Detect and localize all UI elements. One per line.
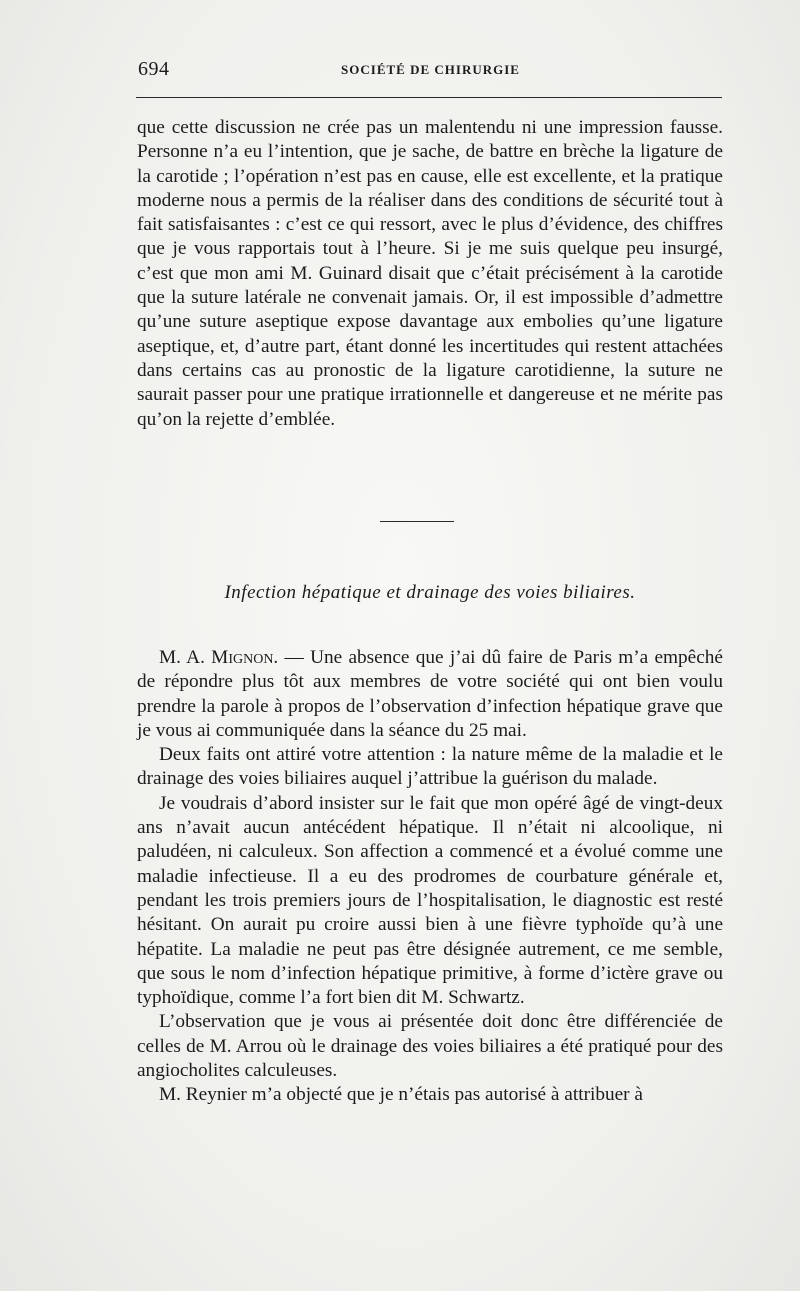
author-name: M. A. Mignon. [159,647,279,668]
section-text-block [137,646,723,1108]
section-paragraph-2: Deux faits ont attiré votre attention : la nature même de la maladie et le drainage des voies biliaires auquel j’attribue la guérison du malade. [137,744,723,790]
page-number: 694 [138,58,170,80]
continued-paragraph: que cette discussion ne crée pas un malentendu ni une impression fausse. Personne n’a eu l’intention, que je sache, de battre en brèche la ligature de la carotide ; l’opération n’est pas en cause, elle est excellente, et la pratique moderne nous a permis de la réaliser dans des conditions de sécurité tout à fait satisfaisantes : c’est ce qui ressort, avec le plus d’évidence, des chiffres que je vous rapportais tout à l’heure. Si je me suis quelque peu insurgé, c’est que mon ami M. Guinard disait que c’était précisément à la carotide que la suture latérale ne convenait jamais. Or, il est impossible d’admettre qu’une suture aseptique expose davantage aux embolies qu’une ligature aseptique, et, d’autre part, étant donné les incertitudes qui restent attachées dans certains cas au pronostic de la ligature carotidienne, la suture ne saurait passer pour une pratique irrationnelle et dangereuse et ne mérite pas qu’on la rejette d’emblée. [137,117,723,430]
section-separator [380,521,454,522]
running-head: SOCIÉTÉ DE CHIRURGIE [341,62,520,77]
page-header [138,58,723,82]
section-title: Infection hépatique et drainage des voies biliaires. [224,582,636,603]
section-paragraph-1 [137,646,723,743]
header-rule [136,97,722,98]
section-paragraph-3: Je voudrais d’abord insister sur le fait que mon opéré âgé de vingt-deux ans n’avait aucun antécédent hépatique. Il n’était ni alcoolique, ni paludéen, ni calculeux. Son affection a commencé et a évolué comme une maladie infectieuse. Il a eu des prodromes de courbature générale et, pendant les trois premiers jours de l’hospitalisation, le diagnostic est resté hésitant. On aurait pu croire aussi bien à une fièvre typhoïde qu’à une hépatite. La maladie ne peut pas être désignée autrement, ce me semble, que sous le nom d’infection hépatique primitive, à forme d’ictère grave ou typhoïdique, comme l’a fort bien dit M. Schwartz. [137,792,723,1009]
continued-text-block [137,116,723,432]
section-paragraph-4: L’observation que je vous ai présentée doit donc être différenciée de celles de M. Arrou où le drainage des voies biliaires a été pratiqué pour des angiocholites calculeuses. [137,1011,723,1082]
section-paragraph-1-text: — Une absence que j’ai dû faire de Paris m’a empêché de répondre plus tôt aux membres de votre société qui ont bien voulu prendre la parole à propos de l’observation d’infection hépatique grave que je vous ai communiquée dans la séance du 25 mai. [137,647,723,741]
section-paragraph-5: M. Reynier m’a objecté que je n’étais pas autorisé à attribuer à [159,1084,643,1106]
